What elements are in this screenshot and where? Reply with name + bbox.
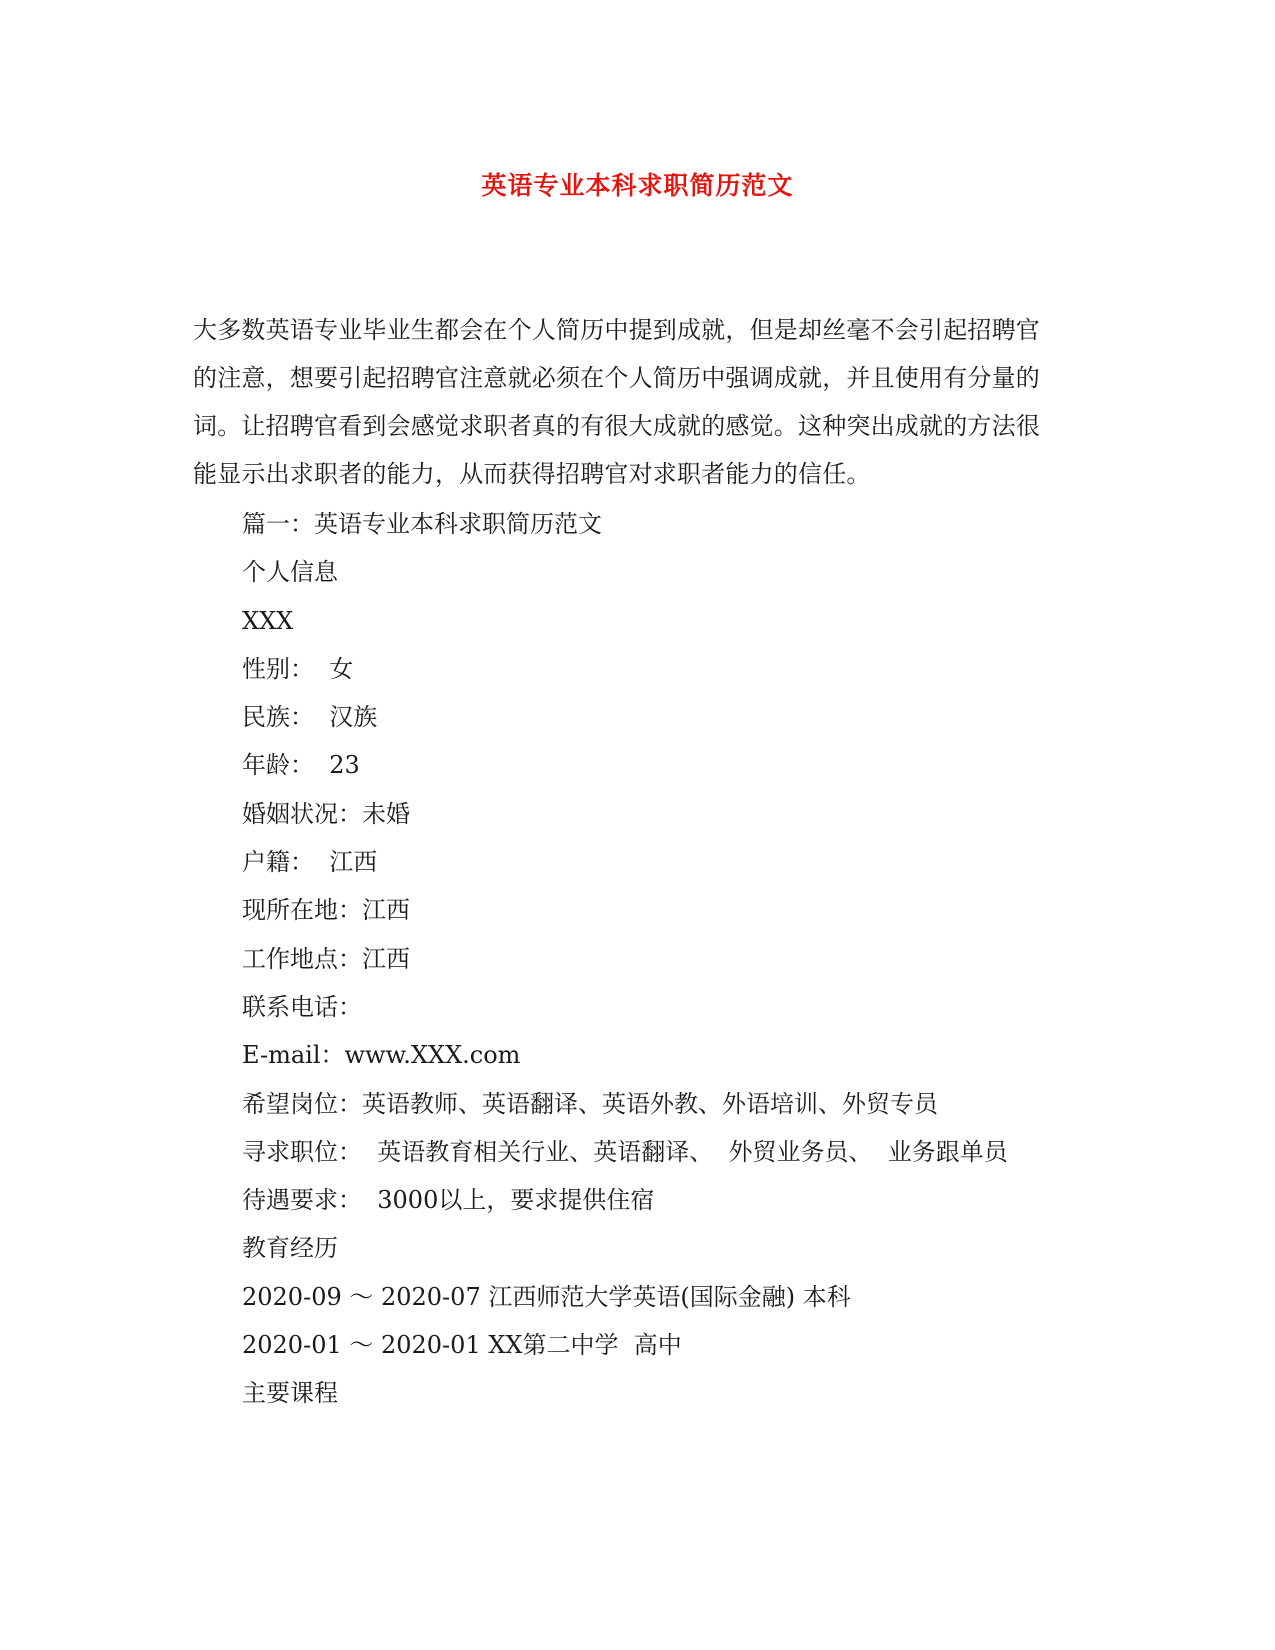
name-line: XXX	[242, 606, 294, 635]
household-registration-line: 户籍： 江西	[242, 848, 378, 877]
work-location-line: 工作地点：江西	[242, 944, 410, 973]
marital-status-line: 婚姻状况：未婚	[242, 799, 410, 828]
current-location-line: 现所在地：江西	[242, 896, 410, 925]
document-title: 英语专业本科求职简历范文	[481, 171, 794, 200]
ethnicity-line: 民族： 汉族	[242, 703, 378, 732]
section-heading: 教育经历	[242, 1234, 338, 1263]
salary-requirement-line: 待遇要求： 3000以上，要求提供住宿	[242, 1186, 655, 1215]
intro-line: 能显示出求职者的能力，从而获得招聘官对求职者能力的信任。	[193, 460, 871, 488]
intro-paragraph	[193, 306, 1073, 498]
gender-line: 性别： 女	[242, 654, 354, 683]
section-heading: 个人信息	[242, 558, 338, 587]
education-entry: 2020-01 ～ 2020-01 XX第二中学 高中	[242, 1331, 682, 1360]
section-heading: 篇一：英语专业本科求职简历范文	[242, 510, 602, 538]
section-heading: 主要课程	[242, 1379, 338, 1408]
intro-line: 大多数英语专业毕业生都会在个人简历中提到成就，但是却丝毫不会引起招聘官	[193, 316, 1040, 344]
intro-line: 的注意，想要引起招聘官注意就必须在个人简历中强调成就，并且使用有分量的	[193, 364, 1040, 392]
resume-body	[242, 500, 1142, 1418]
desired-position-line: 希望岗位：英语教师、英语翻译、英语外教、外语培训、外贸专员	[242, 1089, 938, 1118]
phone-line: 联系电话：	[242, 992, 362, 1021]
age-line: 年龄： 23	[242, 751, 360, 780]
email-line: E-mail：www.XXX.com	[242, 1041, 521, 1070]
sought-position-line: 寻求职位： 英语教育相关行业、英语翻译、 外贸业务员、 业务跟单员	[242, 1137, 1008, 1166]
intro-line: 词。让招聘官看到会感觉求职者真的有很大成就的感觉。这种突出成就的方法很	[193, 412, 1040, 440]
education-entry: 2020-09 ～ 2020-07 江西师范大学英语(国际金融) 本科	[242, 1282, 851, 1311]
